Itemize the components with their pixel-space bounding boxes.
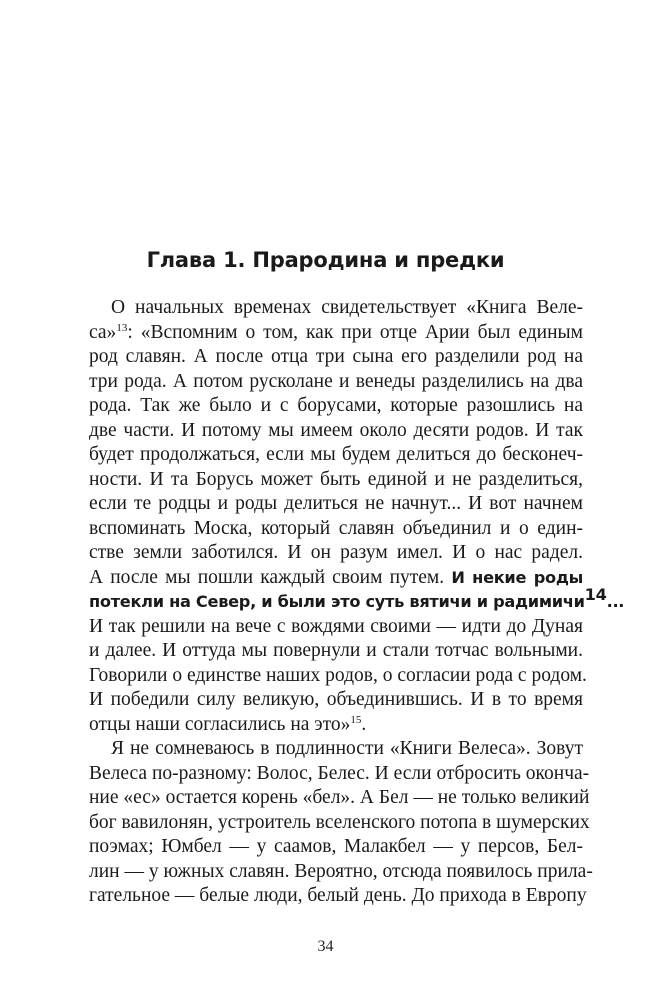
text-line: бог вавилонян, устроитель вселенского потопа в шумерских xyxy=(89,811,590,833)
paragraph-2 xyxy=(89,737,593,909)
footnote-ref: 15 xyxy=(350,713,362,726)
text-line: две части. И потому мы имеем около десяти родов. И так xyxy=(89,419,583,441)
body-text xyxy=(89,296,625,909)
text-line: потекли на Север, и были это суть вятичи и радимичи$^{14}$... xyxy=(89,585,625,611)
text-line: А после мы пошли каждый своим путем. И некие роды xyxy=(89,566,583,588)
paragraph-1 xyxy=(89,296,625,737)
text-line: три рода. А потом русколане и венеды разделились на два xyxy=(89,370,583,392)
text-line: если те родцы и роды делиться не начнут... И вот начнем xyxy=(89,493,583,514)
text-line: О начальных временах свидетельствует «Книга Веле- xyxy=(111,297,583,318)
bold-emphasis: И некие роды xyxy=(451,567,583,587)
text-line: И так решили на вече с вождями своими — идти до Дуная xyxy=(89,615,583,637)
text-line: ние «ес» остается корень «бел». А Бел — не только великий xyxy=(89,787,590,808)
text-line: ности. И та Борусь может быть единой и не разделиться, xyxy=(89,468,583,490)
footnote-ref: 13 xyxy=(116,321,128,334)
text-line: Говорили о единстве наших родов, о согласии рода с родом. xyxy=(89,664,587,686)
text-line: гательное — белые люди, белый день. До прихода в Европу xyxy=(89,885,587,906)
text-line: рода. Так же было и с борусами, которые разошлись на xyxy=(89,395,583,416)
text-line: Я не сомневаюсь в подлинности «Книги Велеса». Зовут xyxy=(111,738,583,759)
text-line: род славян. А после отца три сына его разделили род на xyxy=(89,346,583,367)
text-line: Велеса по-разному: Волос, Белес. И если отбросить оконча- xyxy=(89,762,590,784)
text-line: лин — у южных славян. Вероятно, отсюда появилось прила- xyxy=(89,860,593,882)
bold-emphasis: потекли на Север, и были это суть вятичи и радимичи xyxy=(89,592,585,611)
text-line: поэмах; Юмбел — у саамов, Малакбел — у персов, Бел- xyxy=(89,836,583,857)
text-line: И победили силу великую, объединившись. И в то время xyxy=(89,689,583,710)
text-line: отцы наши согласились на это»$^{15}$. xyxy=(89,713,367,735)
footnote-ref: 14 xyxy=(584,585,607,604)
text-line: стве земли заботился. И он разум имел. И о нас радел. xyxy=(89,542,583,563)
chapter-heading: Глава 1. Прародина и предки xyxy=(146,248,505,272)
text-line: будет продолжаться, если мы будем делиться до бесконеч- xyxy=(89,444,583,465)
text-line: и далее. И оттуда мы повернули и стали тотчас вольными. xyxy=(89,640,583,661)
text-line: вспоминать Моска, который славян объединил и о един- xyxy=(89,517,583,539)
page-number: 34 xyxy=(317,938,334,955)
text-line: са»$^{13}$: «Вспомним о том, как при отце Арии был единым xyxy=(89,321,583,343)
